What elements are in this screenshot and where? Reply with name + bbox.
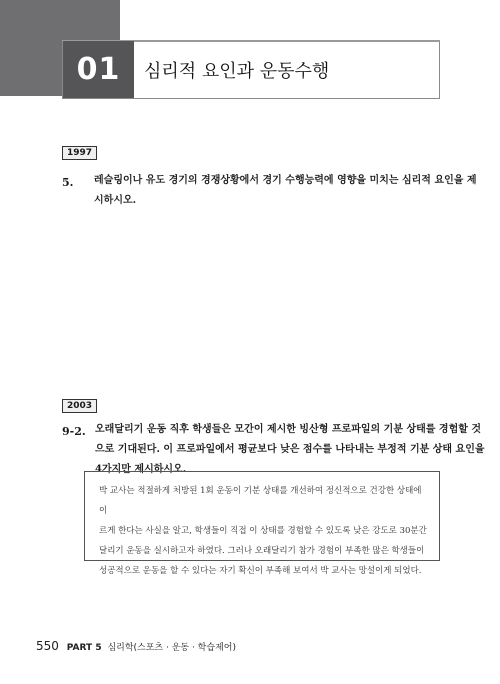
footer-subject: 심리학(스포츠 · 운동 · 학습제어) [107, 643, 236, 653]
question-text [94, 171, 477, 211]
passage-line: 달리기 운동을 실시하고자 하였다. 그러나 오래달리기 참가 경험이 부족한 많은 학생들이 [99, 546, 425, 556]
passage-box [84, 471, 440, 576]
question-line: 으로 기대된다. 이 프로파일에서 평균보다 낮은 점수를 나타내는 부정적 기분 상태 요인을 [95, 444, 485, 455]
question-line: 시하시오. [94, 195, 137, 206]
year-badge: 2003 [62, 399, 97, 413]
passage-line: 성공적으로 운동을 할 수 있다는 자기 확신이 부족해 보여서 박 교사는 망설이게 되었다. [99, 566, 422, 576]
question-line: 레슬링이나 유도 경기의 경쟁상황에서 경기 수행능력에 영향을 미치는 심리적 요인을 제 [94, 175, 477, 186]
question-number: 5. [62, 176, 74, 189]
page-number: 550 [36, 639, 59, 653]
year-badge: 1997 [62, 146, 97, 160]
question-line: 4가지만 제시하시오. [95, 464, 187, 475]
footer-part: PART 5 [66, 643, 102, 653]
chapter-number: 01 [63, 41, 134, 98]
passage-line: 박 교사는 적절하게 처방된 1회 운동이 기분 상태를 개선하여 정신적으로 건강한 상태에 이 [99, 486, 422, 516]
chapter-title: 심리적 요인과 운동수행 [144, 61, 330, 82]
passage-line: 르게 한다는 사실을 알고, 학생들이 직접 이 상태를 경험할 수 있도록 낮은 강도로 30분간 [99, 526, 427, 536]
question-number: 9-2. [62, 425, 86, 438]
question-line: 오래달리기 운동 직후 학생들은 모간이 제시한 빙산형 프로파일의 기분 상태를 경험할 것 [95, 424, 482, 435]
page-footer [36, 639, 236, 653]
